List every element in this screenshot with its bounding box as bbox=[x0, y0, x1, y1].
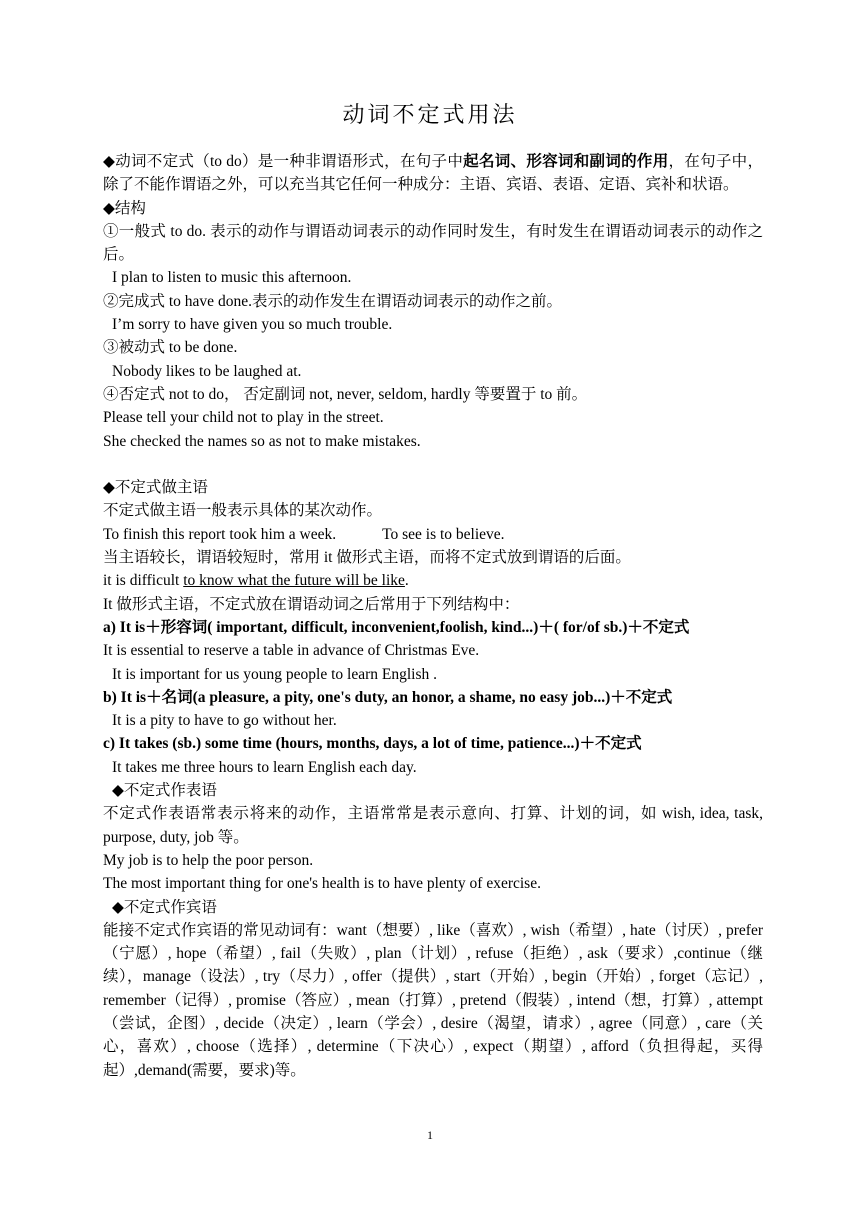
page-title: 动词不定式用法 bbox=[342, 103, 518, 128]
blank-line bbox=[103, 453, 763, 476]
structure-example-4b: She checked the names so as not to make mistakes. bbox=[103, 432, 421, 450]
structure-a-rule: a) It is＋形容词( important, difficult, inconvenient,foolish, kind...)＋( for/of sb.)＋不定式 bbox=[103, 618, 690, 636]
subject-line-1: 不定式做主语一般表示具体的某次动作。 bbox=[103, 502, 383, 520]
structure-b-example: It is a pity to have to go without her. bbox=[112, 712, 337, 730]
structure-example-3: Nobody likes to be laughed at. bbox=[112, 362, 302, 380]
structure-example-1: I plan to listen to music this afternoon. bbox=[112, 269, 352, 287]
subject-line-2: 当主语较长，谓语较短时，常用 it 做形式主语，而将不定式放到谓语的后面。 bbox=[103, 549, 631, 567]
predicative-heading: ◆不定式作表语 bbox=[112, 782, 217, 800]
subject-heading: ◆不定式做主语 bbox=[103, 479, 208, 497]
page-number: 1 bbox=[427, 1128, 433, 1142]
structure-b-rule: b) It is＋名词(a pleasure, a pity, one's duty, an honor, a shame, no easy job...)＋不定式 bbox=[103, 688, 673, 706]
subject-line-3: It 做形式主语，不定式放在谓语动词之后常用于下列结构中： bbox=[103, 595, 520, 613]
structure-a-example-2: It is important for us young people to learn English . bbox=[112, 665, 438, 683]
structure-example-2: I’m sorry to have given you so much trouble. bbox=[112, 316, 393, 334]
structure-line-3: ③被动式 to be done. bbox=[103, 339, 238, 357]
structure-c-rule: c) It takes (sb.) some time (hours, months, days, a lot of time, patience...)＋不定式 bbox=[103, 735, 642, 753]
subject-example-2: it is difficult to know what the future will be like. bbox=[103, 572, 409, 590]
structure-c-example: It takes me three hours to learn English each day. bbox=[112, 758, 417, 776]
intro-emphasis: 起名词、形容词和副词的作用 bbox=[463, 153, 669, 170]
document-body bbox=[103, 150, 763, 1082]
intro-paragraph: ◆动词不定式（to do）是一种非谓语形式，在句子中起名词、形容词和副词的作用，在句子中，除了不能作谓语之外，可以充当其它任何一种成分：主语、宾语、表语、定语、宾补和状语。 bbox=[103, 153, 763, 194]
structure-line-1: ①一般式 to do. 表示的动作与谓语动词表示的动作同时发生，有时发生在谓语动词表示的动作之后。 bbox=[103, 222, 763, 264]
structure-line-2: ②完成式 to have done.表示的动作发生在谓语动词表示的动作之前。 bbox=[103, 292, 562, 310]
object-heading: ◆不定式作宾语 bbox=[112, 898, 217, 916]
predicative-example-2: The most important thing for one's health is to have plenty of exercise. bbox=[103, 875, 541, 893]
object-line-1: 能接不定式作宾语的常见动词有：want（想要）, like（喜欢）, wish（希望）, hate（讨厌）, prefer（宁愿）, hope（希望）, fail（失败）, plan（计划）, refuse（拒绝）, ask（要求）,continue（继续），manage（设法）, try（尽力）, offer（提供）, start（开始）, begin（开始）, forget（忘记）, remember（记得）, promise（答应）, mean（打算）, pretend（假装）, intend（想，打算）, attempt（尝试，企图）, decide（决定）, learn（学会）, desire（渴望，请求）, agree（同意）, care（关心，喜欢）, choose（选择）, determine（下决心）, expect（期望）, afford（负担得起，买得起）,demand(需要，要求)等。 bbox=[103, 921, 763, 1079]
predicative-example-1: My job is to help the poor person. bbox=[103, 851, 314, 869]
underlined-phrase: to know what the future will be like bbox=[183, 572, 405, 590]
structure-line-4: ④否定式 not to do， 否定副词 not, never, seldom, hardly 等要置于 to 前。 bbox=[103, 385, 588, 403]
structure-heading: ◆结构 bbox=[103, 199, 146, 217]
structure-a-example-1: It is essential to reserve a table in advance of Christmas Eve. bbox=[103, 642, 480, 660]
subject-example-1: To finish this report took him a week. To see is to believe. bbox=[103, 525, 505, 543]
structure-example-4a: Please tell your child not to play in the street. bbox=[103, 409, 384, 427]
predicative-line-1: 不定式作表语常表示将来的动作，主语常常是表示意向、打算、计划的词，如 wish, idea, task, purpose, duty, job 等。 bbox=[103, 805, 763, 846]
